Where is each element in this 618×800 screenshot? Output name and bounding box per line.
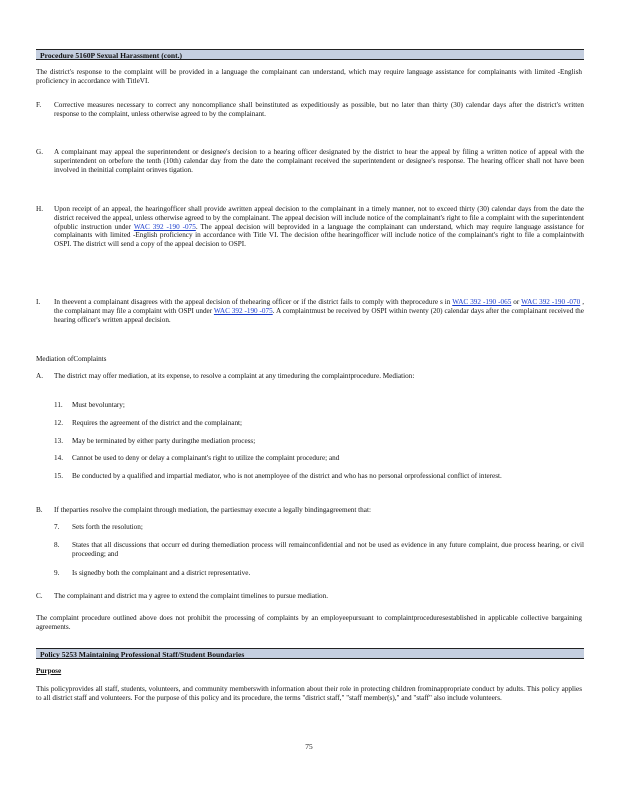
item-label: I. (36, 298, 41, 306)
item-text: The district may offer mediation, at its expense, to resolve a complaint at any timeduring the complaintprocedure. Mediation: (54, 372, 415, 380)
sub-label: 9. (54, 569, 60, 577)
purpose-heading: Purpose (36, 667, 62, 675)
item-text (54, 205, 584, 249)
wac-link[interactable]: WAC 392 -190 -070 (521, 298, 581, 306)
sub-label: 12. (54, 419, 63, 427)
sub-text: Be conducted by a qualified and impartial mediator, who is not anemployee of the district and who has no personal orprofessional conflict of interest. (72, 472, 502, 480)
sub-text: May be terminated by either party duringthe mediation process; (72, 437, 256, 445)
text-run: , the complainant may file a complaint with OSPI under (54, 298, 584, 315)
policy-header: Policy 5253 Maintaining Professional Staff/Student Boundaries (36, 648, 584, 659)
sub-label: 15. (54, 472, 63, 480)
text-run: or (511, 298, 522, 306)
text-run: Upon receipt of an appeal, the hearingofficer shall provide awritten appeal decision to the complainant in a timely manner, not to exceed thirty (30) calendar days from the date the district received the appeal, unless otherwise agreed to by the complainant. The appeal decision will include notice of the complainant's right to file a complaint with the superintendent ofpublic instruction under (54, 205, 584, 231)
item-label: G. (36, 148, 43, 156)
purpose-paragraph: This policyprovides all staff, students, volunteers, and community memberswith information about their role in protecting children frominappropriate conduct by adults. This policy applies to all district staff and volunteers. For the purpose of this policy and its procedure, the terms "district staff," "staff member(s)," and "staff" also include volunteers. (36, 685, 582, 702)
sub-text: Requires the agreement of the district and the complainant; (72, 419, 243, 427)
sub-text: Must bevoluntary; (72, 401, 125, 409)
item-text: A complainant may appeal the superintendent or designee's decision to a hearing officer designated by the district to hear the appeal by filing a written notice of appeal with the superintendent on orbefore the tenth (10th) calendar day from the date the complainant received the superintendent or designee's response. The hearing officer shall not have been involved in theinitial complaint orinves tigation. (54, 148, 584, 174)
sub-label: 7. (54, 523, 60, 531)
sub-text: Sets forth the resolution; (72, 523, 143, 531)
item-label: F. (36, 101, 42, 109)
text-run: In theevent a complainant disagrees with the appeal decision of thehearing officer or if the district fails to comply with theprocedure s in (54, 298, 453, 306)
wac-link[interactable]: WAC 392 -190 -065 (452, 298, 512, 306)
sub-label: 13. (54, 437, 63, 445)
text-run: . A complaintmust be received by OSPI within twenty (20) calendar days after the complainant received the hearing officer's written appeal decision. (54, 306, 584, 324)
item-label: H. (36, 205, 43, 213)
item-text (54, 298, 584, 324)
sub-text: States that all discussions that occurr ed during themediation process will remainconfidential and not be used as evidence in any future complaint, due process hearing, or civil proceeding; and (72, 541, 584, 558)
sub-label: 11. (54, 401, 63, 409)
wac-link[interactable]: WAC 392 -190 -075 (133, 222, 196, 231)
item-label: C. (36, 592, 43, 600)
item-label: B. (36, 506, 43, 514)
text-run: . The appeal decision will beprovided in a language the complainant can understand, which may require language assistance for complainants with limited -English proficiency in accordance with Title VI. The decision ofthe hearingofficer will include notice of the complainant's right to file a complaintwith OSPI. The district will send a copy of the appeal decision to OSPI. (54, 222, 584, 249)
sub-label: 8. (54, 541, 60, 549)
mediation-heading: Mediation ofComplaints (36, 355, 107, 363)
item-label: A. (36, 372, 43, 380)
intro-paragraph: The district's response to the complaint will be provided in a language the complainant can understand, which may require language assistance for complainants with limited -English proficiency in accordance with TitleVI. (36, 68, 582, 85)
sub-label: 14. (54, 454, 63, 462)
wac-link[interactable]: WAC 392 -190 -075 (213, 306, 273, 315)
item-text: Corrective measures necessary to correct any noncompliance shall beinstituted as expeditiously as possible, but no later than thirty (30) calendar days after the district's written response to the complaint, unless otherwise agreed to by the complainant. (54, 101, 584, 118)
item-text: The complainant and district ma y agree to extend the complaint timelines to pursue mediation. (54, 592, 329, 600)
sub-text: Is signedby both the complainant and a district representative. (72, 569, 251, 577)
closing-paragraph: The complaint procedure outlined above does not prohibit the processing of complaints by an employeepursuant to complaintproceduresestablished in applicable collective bargaining agreements. (36, 614, 582, 631)
page-number: 75 (305, 742, 313, 751)
item-text: If theparties resolve the complaint through mediation, the partiesmay execute a legally bindingagreement that: (54, 506, 371, 514)
sub-text: Cannot be used to deny or delay a complainant's right to utilize the complaint procedure; and (72, 454, 340, 462)
procedure-header: Procedure 5160P Sexual Harassment (cont.) (36, 49, 584, 60)
